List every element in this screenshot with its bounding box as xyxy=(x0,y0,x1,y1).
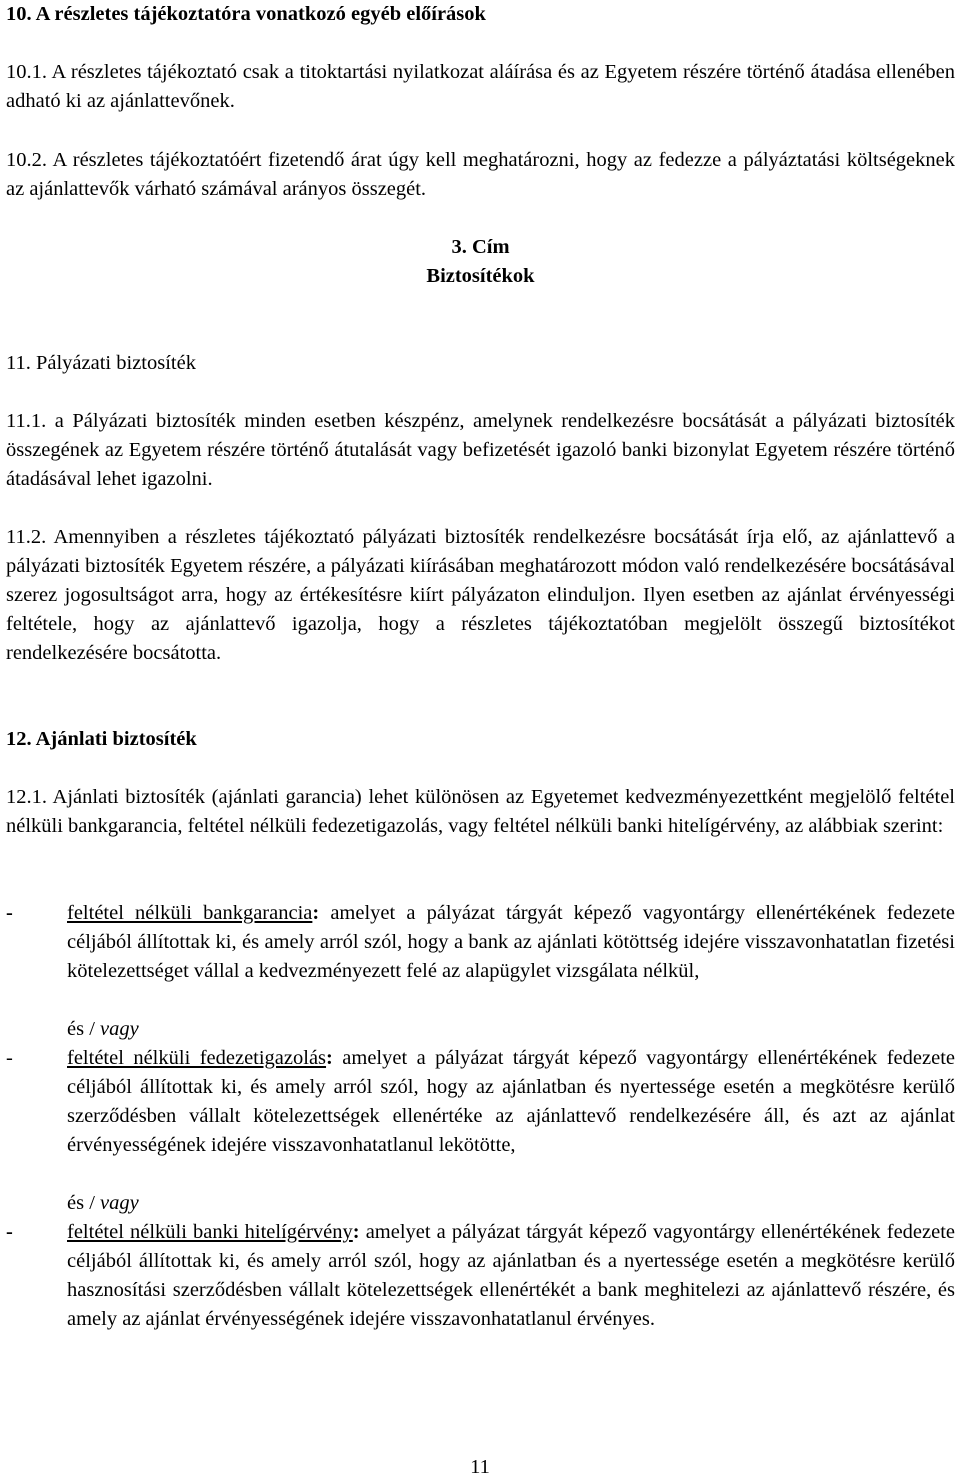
bullet-body xyxy=(67,1218,955,1334)
paragraph-11-2: 11.2. Amennyiben a részletes tájékoztató pályázati biztosíték rendelkezésre bocsátását írja elő, az ajánlattevő a pályázati biztosíték Egyetem részére, a pályázati kiírásában meghatározott módon való rendelkezésére bocsátásával szerez jogosultságot arra, hogy az értékesítésre kiírt pályázaton elinduljon. Ilyen esetben az ajánlat érvényességi feltétele, hogy az ajánlattevő igazolja, hogy a részletes tájékoztatóban megjelölt összegű biztosítékot rendelkezésére bocsátotta. xyxy=(6,526,955,664)
bullet-term: feltétel nélküli bankgarancia xyxy=(67,902,313,924)
chapter-title: Biztosítékok xyxy=(426,265,535,287)
bullet-dash: - xyxy=(6,902,13,924)
connector-and-or-2 xyxy=(67,1189,947,1218)
bullet-colon: : xyxy=(312,902,320,924)
bullet-dash: - xyxy=(6,1047,13,1069)
connector-or: vagy xyxy=(100,1192,139,1214)
section-10-heading: 10. A részletes tájékoztatóra vonatkozó egyéb előírások xyxy=(6,3,486,25)
chapter-number: 3. Cím xyxy=(451,236,510,258)
bullet-colon: : xyxy=(326,1047,333,1069)
bullet-body xyxy=(67,1044,955,1160)
bullet-body xyxy=(67,899,955,986)
bullet-fedezetigazolas xyxy=(6,1044,955,1160)
bullet-term: feltétel nélküli banki hitelígérvény xyxy=(67,1221,353,1243)
section-11-heading: 11. Pályázati biztosíték xyxy=(6,352,196,374)
connector-and: és / xyxy=(67,1018,95,1040)
paragraph-10-1: 10.1. A részletes tájékoztató csak a titoktartási nyilatkozat aláírása és az Egyetem részére történő átadása ellenében adható ki az ajánlattevőnek. xyxy=(6,61,955,112)
paragraph-11-1: 11.1. a Pályázati biztosíték minden esetben készpénz, amelynek rendelkezésre bocsátását a pályázati biztosíték összegének az Egyetem részére történő átutalását vagy befizetését igazoló banki bizonylat Egyetem részére történő átadásával lehet igazolni. xyxy=(6,410,955,490)
paragraph-12-1: 12.1. Ajánlati biztosíték (ajánlati garancia) lehet különösen az Egyetemet kedvezményezettként megjelölő feltétel nélküli bankgarancia, feltétel nélküli fedezetigazolás, vagy feltétel nélküli banki hitelígérvény, az alábbiak szerint: xyxy=(6,786,955,837)
bullet-text: amelyet a pályázat tárgyát képező vagyontárgy ellenértékének fedezete céljából állítottak ki, és amely arról szól, hogy az ajánlatban és a nyertessége esetén a megkötésre kerülő hasznosítási szerződésben vállalt kötelezettségek ellenértékét a bank meghitelezi az ajánlattevő részére, és amely az ajánlat érvényességének idejére visszavonhatatlanul érvényes. xyxy=(67,1221,956,1330)
connector-or: vagy xyxy=(100,1018,139,1040)
bullet-hiteligerveny xyxy=(6,1218,955,1334)
bullet-text: amelyet a pályázat tárgyát képező vagyontárgy ellenértékének fedezete céljából állítottak ki, és amely arról szól, hogy a bank az ajánlati kötöttség idejére visszavonhatatlan fizetési kötelezettséget vállal a kedvezményezett felé az alapügylet vizsgálata nélkül, xyxy=(67,902,955,982)
page-number: 11 xyxy=(470,1456,490,1478)
bullet-colon: : xyxy=(352,1221,360,1243)
bullet-bankgarancia xyxy=(6,899,955,986)
bullet-text: amelyet a pályázat tárgyát képező vagyontárgy ellenértékének fedezete céljából állítottak ki, és amely arról szól, hogy az ajánlatban és nyertessége esetén a megkötésre kerülő szerződésben vállalt kötelezettségek ellenértéke az ajánlattevő rendelkezésére áll, és azt az ajánlat érvényességének idejére visszavonhatatlanul lekötötte, xyxy=(67,1047,955,1156)
connector-and: és / xyxy=(67,1192,95,1214)
section-12-heading: 12. Ajánlati biztosíték xyxy=(6,728,197,750)
bullet-term: feltétel nélküli fedezetigazolás xyxy=(67,1047,327,1069)
bullet-dash: - xyxy=(6,1221,13,1243)
connector-and-or-1 xyxy=(67,1015,947,1044)
paragraph-10-2: 10.2. A részletes tájékoztatóért fizetendő árat úgy kell meghatározni, hogy az fedezze a pályáztatási költségeknek az ajánlattevők várható számával arányos összegét. xyxy=(6,149,955,200)
